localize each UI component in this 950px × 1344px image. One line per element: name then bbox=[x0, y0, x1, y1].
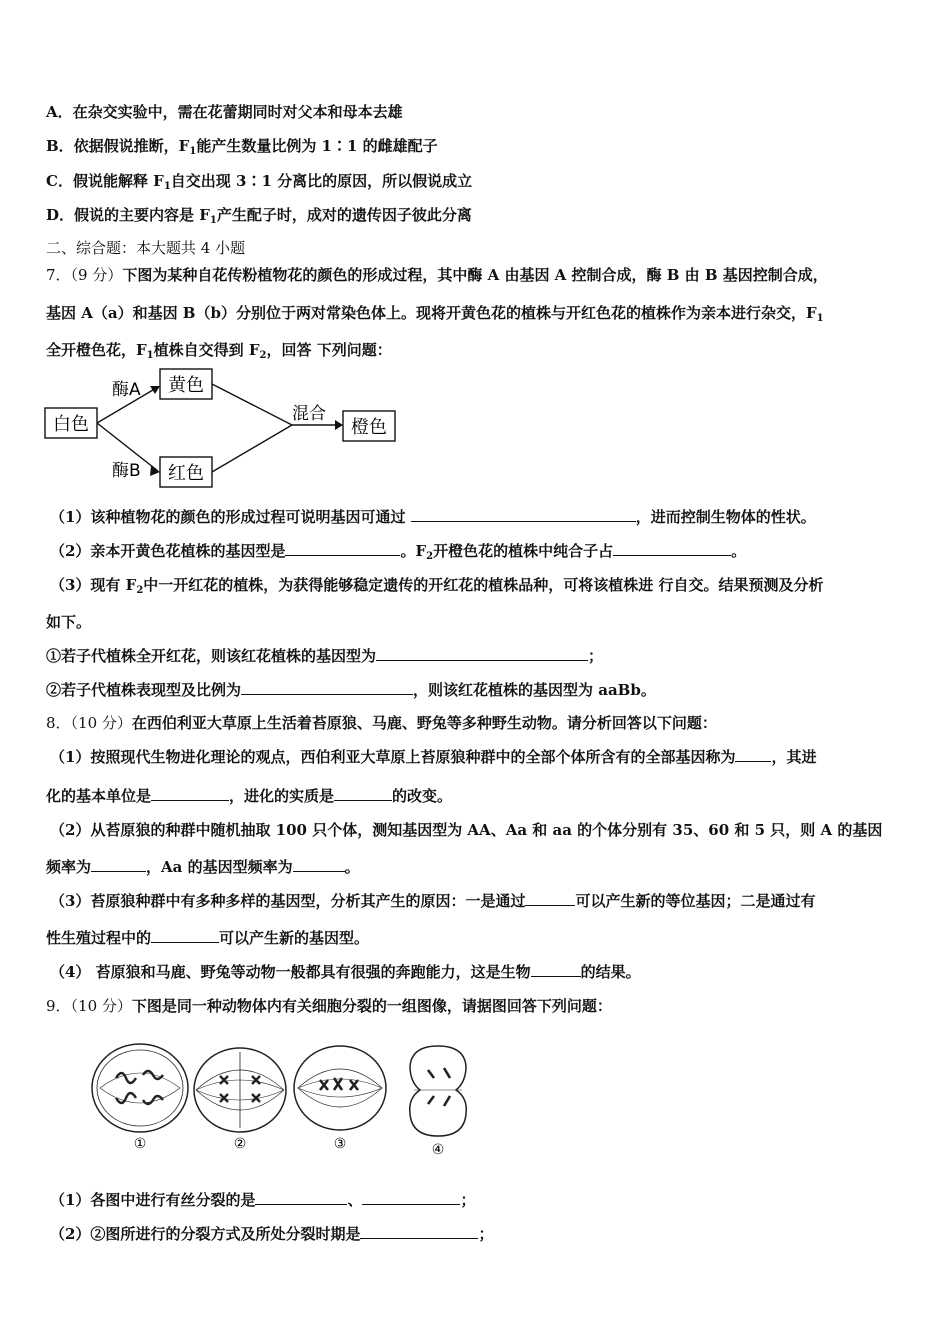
answer-blank[interactable] bbox=[255, 1190, 347, 1205]
q8-part4: （4） 苔原狼和马鹿、野兔等动物一般都具有很强的奔跑能力，这是生物 的结果。 bbox=[50, 963, 641, 981]
answer-blank[interactable] bbox=[411, 507, 636, 522]
q7-stem-line1: 7．（9 分）下图为某种自花传粉植物花的颜色的形成过程，其中酶 A 由基因 A 控制合成，酶 B 由 B 基因控制合成， bbox=[46, 266, 828, 284]
q7-part1: （1）该种植物花的颜色的形成过程可说明基因可通过 ，进而控制生物体的性状。 bbox=[50, 508, 816, 526]
answer-blank[interactable] bbox=[91, 857, 146, 872]
cell-1 bbox=[92, 1044, 188, 1132]
label-white: 白色 bbox=[53, 414, 89, 435]
answer-blank[interactable] bbox=[285, 541, 400, 556]
label-enzyme-a: 酶A bbox=[112, 380, 141, 400]
q7-stem-line2: 基因 A（a）和基因 B（b）分别位于两对常染色体上。现将开黄色花的植株与开红色花的植株作为亲本进行杂交，$F_1$ bbox=[46, 304, 824, 324]
q6-option-c: C．假说能解释 $F_1$自交出现 3∶1 分离比的原因，所以假说成立 bbox=[46, 172, 473, 192]
cell-4 bbox=[410, 1046, 467, 1136]
cell-division-figures bbox=[88, 1040, 488, 1160]
flower-color-diagram bbox=[40, 365, 410, 495]
cell-label-4: ④ bbox=[431, 1142, 445, 1158]
answer-blank[interactable] bbox=[531, 962, 581, 977]
q8-part3: （3）苔原狼种群中有多种多样的基因型，分析其产生的原因：一是通过 可以产生新的等位基因；二是通过有 bbox=[50, 892, 816, 910]
q6-option-b: B．依据假说推断，$F_1$能产生数量比例为 1∶1 的雌雄配子 bbox=[46, 137, 438, 157]
answer-blank[interactable] bbox=[151, 786, 229, 801]
answer-blank[interactable] bbox=[362, 1190, 460, 1205]
q7-part3-cont: 如下。 bbox=[46, 613, 92, 631]
answer-blank[interactable] bbox=[334, 786, 392, 801]
label-yellow: 黄色 bbox=[168, 375, 204, 396]
q9-stem: 9．（10 分）下图是同一种动物体内有关细胞分裂的一组图像，请据图回答下列问题： bbox=[46, 997, 612, 1015]
q7-stem-line3: 全开橙色花，$F_1$植株自交得到 $F_2$，回答 下列问题： bbox=[46, 341, 392, 361]
q8-part3-cont: 性生殖过程中的 可以产生新的基因型。 bbox=[46, 929, 370, 947]
q7-part2: （2）亲本开黄色花植株的基因型是 。$F_2$开橙色花的植株中纯合子占 。 bbox=[50, 542, 747, 562]
answer-blank[interactable] bbox=[360, 1224, 478, 1239]
q8-part1-cont: 化的基本单位是 ，进化的实质是 的改变。 bbox=[46, 787, 453, 805]
answer-blank[interactable] bbox=[735, 747, 771, 762]
q7-result2: ②若子代植株表现型及比例为 ，则该红花植株的基因型为 aaBb。 bbox=[46, 681, 656, 699]
answer-blank[interactable] bbox=[376, 646, 588, 661]
answer-blank[interactable] bbox=[151, 928, 219, 943]
cell-label-3: ③ bbox=[333, 1136, 347, 1152]
label-red: 红色 bbox=[168, 463, 204, 484]
q8-stem: 8．（10 分）在西伯利亚大草原上生活着苔原狼、马鹿、野兔等多种野生动物。请分析回答以下问题： bbox=[46, 714, 717, 732]
q6-option-a: A．在杂交实验中，需在花蕾期同时对父本和母本去雄 bbox=[46, 103, 403, 121]
q7-result1: ①若子代植株全开红花，则该红花植株的基因型为 ； bbox=[46, 647, 604, 665]
line-red-mix bbox=[212, 425, 292, 472]
q8-part2-cont: 频率为 ，Aa 的基因型频率为 。 bbox=[46, 858, 360, 876]
q7-part3: （3）现有 $F_2$中一开红花的植株，为获得能够稳定遗传的开红花的植株品种，可将该植株进 行自交。结果预测及分析 bbox=[50, 576, 824, 596]
answer-blank[interactable] bbox=[293, 857, 345, 872]
label-mix: 混合 bbox=[292, 404, 326, 424]
q9-part1: （1）各图中进行有丝分裂的是 、 ； bbox=[50, 1191, 476, 1209]
answer-blank[interactable] bbox=[525, 891, 575, 906]
cell-2 bbox=[194, 1048, 286, 1132]
cell-label-2: ② bbox=[233, 1136, 247, 1152]
label-orange: 橙色 bbox=[351, 417, 387, 438]
answer-blank[interactable] bbox=[241, 680, 413, 695]
q8-part2: （2）从苔原狼的种群中随机抽取 100 只个体，测知基因型为 AA、Aa 和 aa 的个体分别有 35、60 和 5 只，则 A 的基因 bbox=[50, 821, 883, 839]
line-yellow-mix bbox=[212, 384, 292, 425]
q8-part1: （1）按照现代生物进化理论的观点，西伯利亚大草原上苔原狼种群中的全部个体所含有的全部基因称为 ，其进 bbox=[50, 748, 817, 766]
label-enzyme-b: 酶B bbox=[112, 461, 141, 481]
q6-option-d: D．假说的主要内容是 $F_1$产生配子时，成对的遗传因子彼此分离 bbox=[46, 206, 472, 226]
answer-blank[interactable] bbox=[613, 541, 731, 556]
q9-part2: （2）②图所进行的分裂方式及所处分裂时期是 ； bbox=[50, 1225, 494, 1243]
cell-label-1: ① bbox=[133, 1136, 147, 1152]
section-heading: 二、综合题：本大题共 4 小题 bbox=[46, 239, 246, 257]
cell-3 bbox=[294, 1046, 386, 1130]
